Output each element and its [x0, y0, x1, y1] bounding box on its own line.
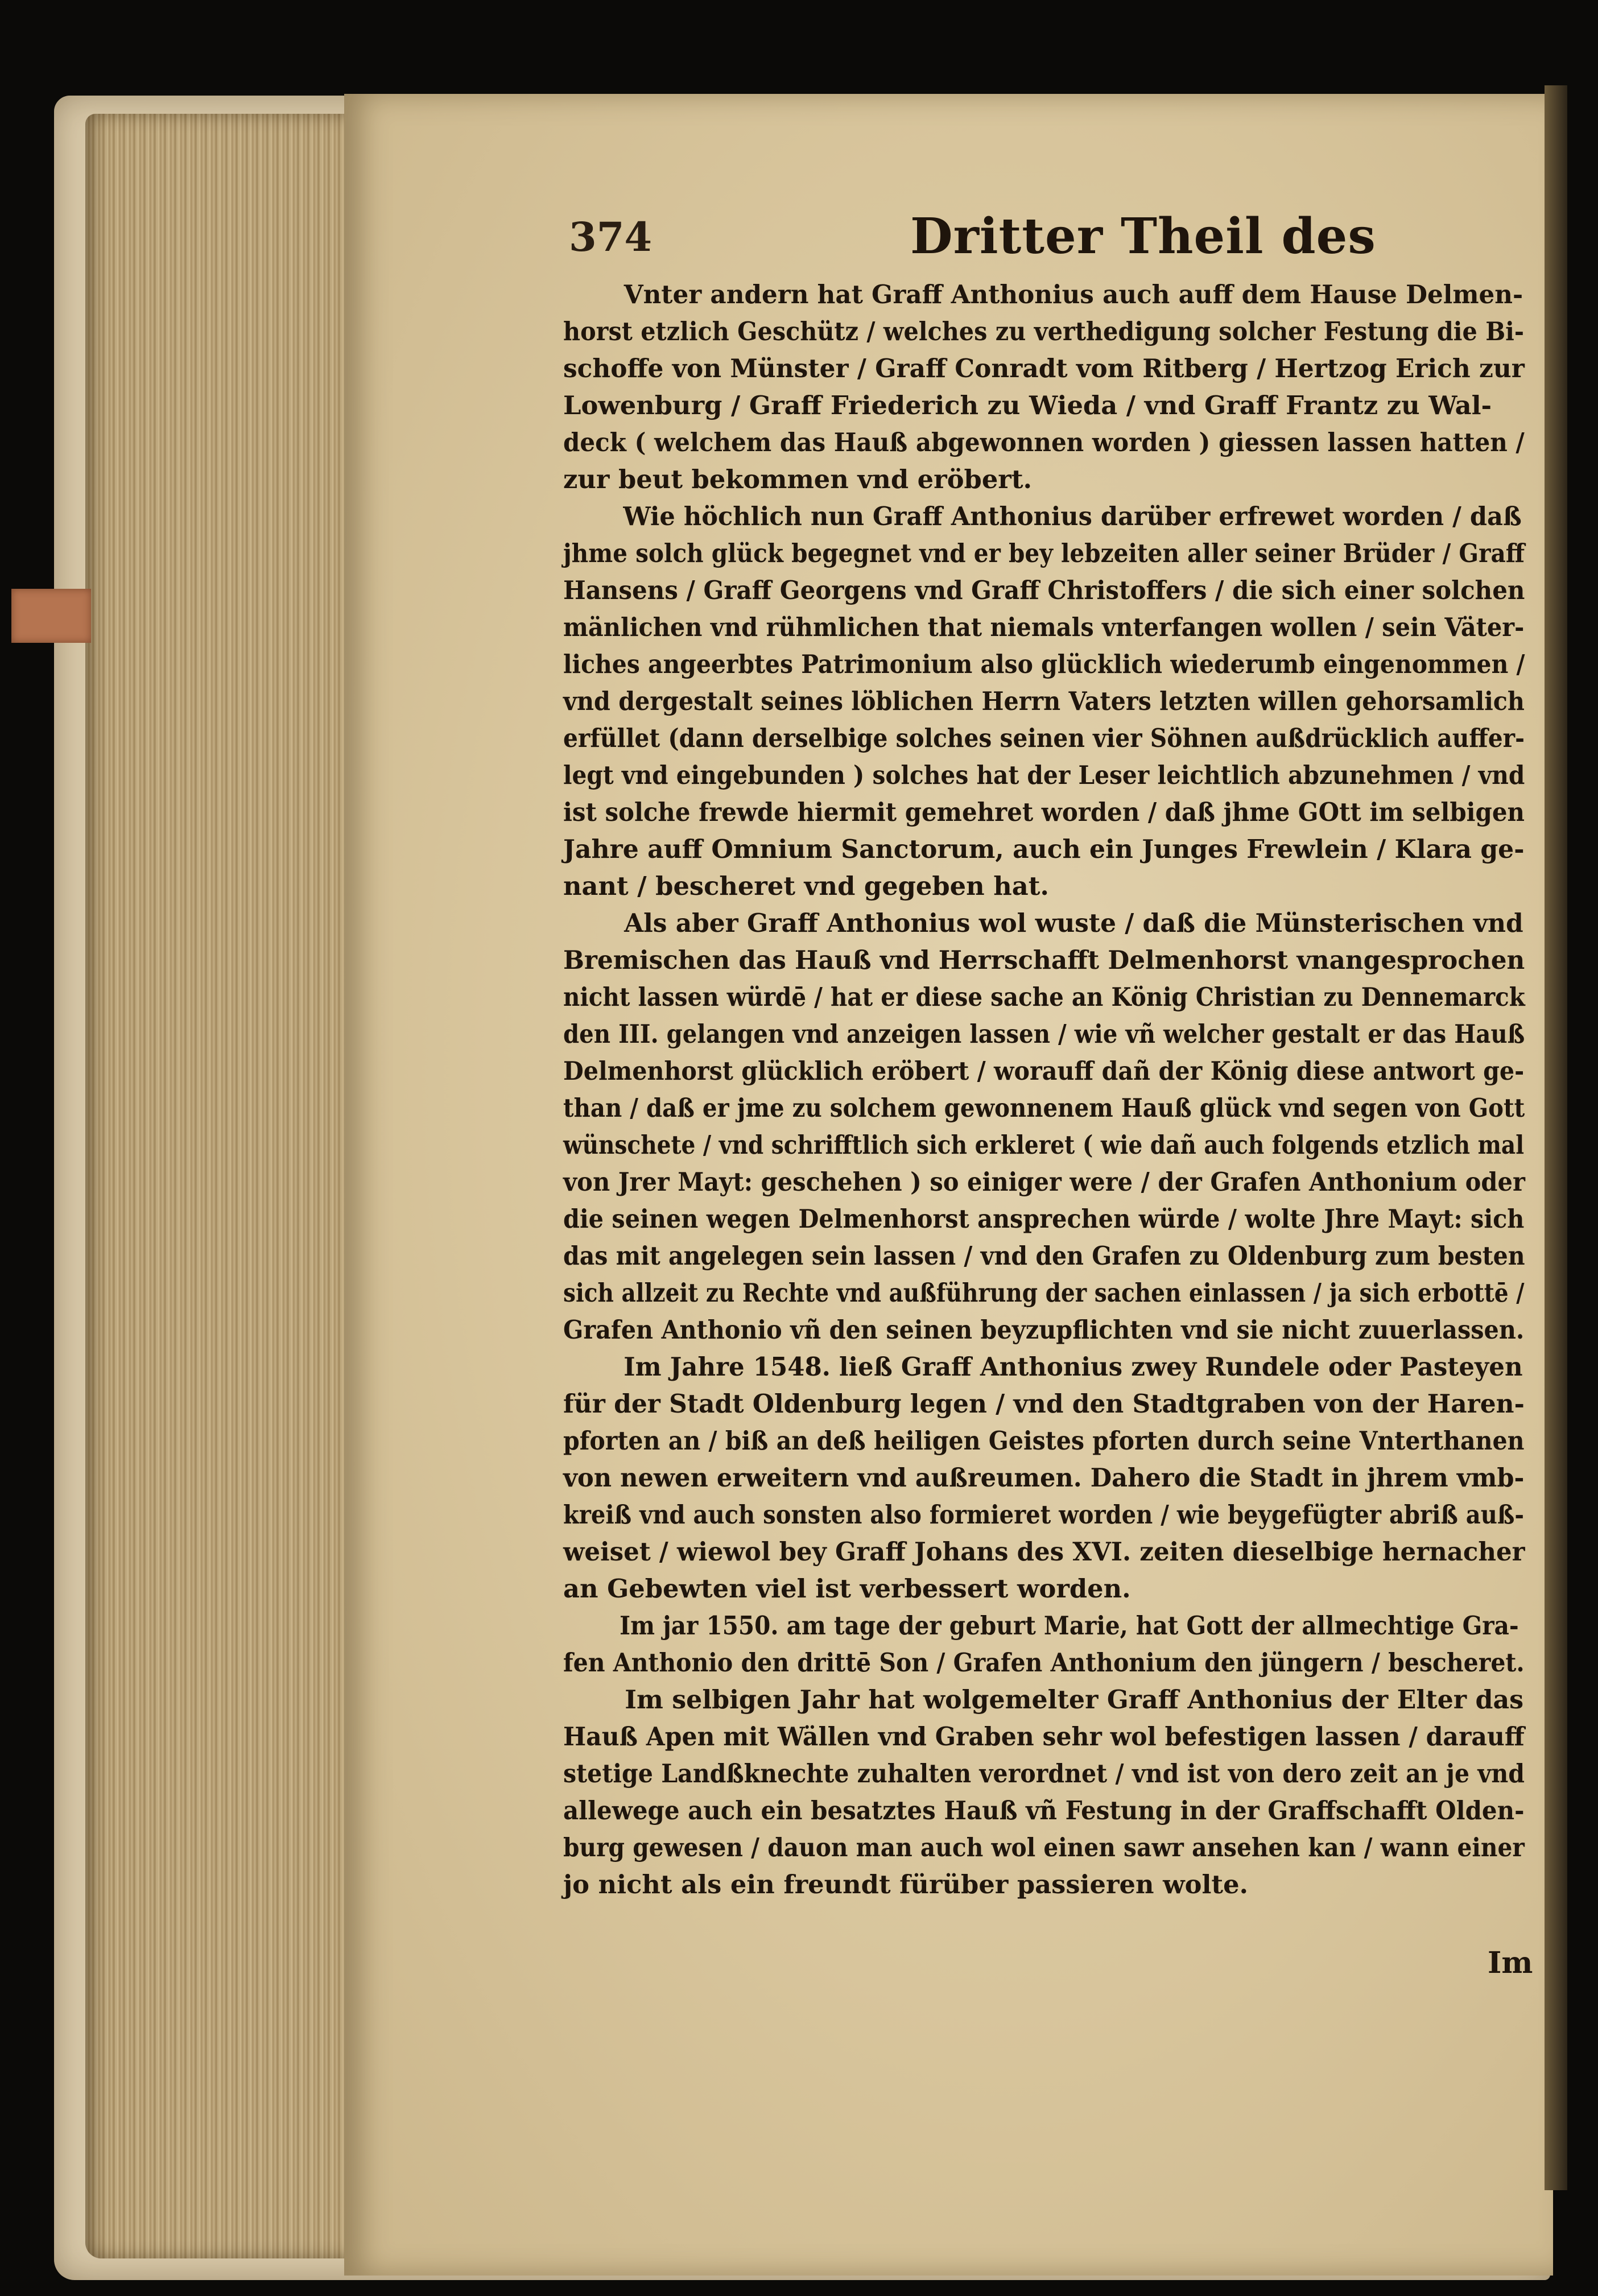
text-line: das mit angelegen sein lassen / vnd den Grafen zu Oldenburg zum besten — [563, 1241, 1525, 1271]
text-line: Grafen Anthonio vñ den seinen beyzupflichten vnd sie nicht zuuerlassen. — [563, 1315, 1525, 1345]
text-line: mänlichen vnd rühmlichen that niemals vnterfangen wollen / sein Väter- — [563, 612, 1525, 642]
text-line: Hansens / Graff Georgens vnd Graff Christoffers / die sich einer solchen — [563, 575, 1525, 605]
text-line: than / daß er jme zu solchem gewonnenem Hauß glück vnd segen von Gott — [563, 1093, 1525, 1123]
catchword: Im — [1488, 1946, 1533, 1980]
text-line: Delmenhorst glücklich eröbert / worauff dañ der König diese antwort ge- — [563, 1056, 1525, 1086]
text-line: deck ( welchem das Hauß abgewonnen worden ) giessen lassen hatten / — [563, 427, 1525, 457]
text-line: weiset / wiewol bey Graff Johans des XVI. zeiten dieselbige hernacher — [563, 1537, 1525, 1567]
text-line: ist solche frewde hiermit gemehret worden / daß jhme GOtt im selbigen — [563, 797, 1525, 827]
text-line: jo nicht als ein freundt fürüber passieren wolte. — [563, 1869, 1249, 1899]
text-line: jhme solch glück begegnet vnd er bey lebzeiten aller seiner Brüder / Graff — [563, 538, 1525, 568]
page-gutter-shadow — [1545, 85, 1567, 2190]
text-line: Lowenburg / Graff Friederich zu Wieda / vnd Graff Frantz zu Wal- — [563, 390, 1492, 420]
running-head — [569, 208, 1422, 276]
text-line: horst etzlich Geschütz / welches zu verthedigung solcher Festung die Bi- — [563, 316, 1525, 346]
text-line: sich allzeit zu Rechte vnd außführung der sachen einlassen / ja sich erbottē / — [563, 1278, 1525, 1308]
text-line: stetige Landßknechte zuhalten verordnet / vnd ist von dero zeit an je vnd — [563, 1758, 1525, 1789]
text-line: Wie höchlich nun Graff Anthonius darüber erfrewet worden / daß — [623, 501, 1522, 531]
text-line: schoffe von Münster / Graff Conradt vom Ritberg / Hertzog Erich zur — [563, 353, 1525, 383]
text-line: Im selbigen Jahr hat wolgemelter Graff Anthonius der Elter das — [625, 1684, 1524, 1715]
text-line: von Jrer Mayt: geschehen ) so einiger were / der Grafen Anthonium oder — [563, 1167, 1525, 1197]
text-line: burg gewesen / dauon man auch wol einen sawr ansehen kan / wann einer — [563, 1832, 1525, 1863]
text-line: Bremischen das Hauß vnd Herrschafft Delmenhorst vnangesprochen — [563, 945, 1525, 975]
text-line: Im jar 1550. am tage der geburt Marie, hat Gott der allmechtige Gra- — [620, 1610, 1519, 1641]
text-line: für der Stadt Oldenburg legen / vnd den Stadtgraben von der Haren- — [563, 1389, 1525, 1419]
text-line: Hauß Apen mit Wällen vnd Graben sehr wol befestigen lassen / darauff — [563, 1721, 1525, 1752]
body-text — [563, 276, 1530, 1903]
page-edges — [85, 114, 353, 2258]
text-line: nicht lassen würdē / hat er diese sache an König Christian zu Dennemarck — [563, 982, 1525, 1012]
text-line: die seinen wegen Delmenhorst ansprechen würde / wolte Jhre Mayt: sich — [563, 1204, 1525, 1234]
text-line: fen Anthonio den drittē Son / Grafen Anthonium den jüngern / bescheret. — [563, 1647, 1525, 1678]
text-line: kreiß vnd auch sonsten also formieret worden / wie beygefügter abriß auß- — [563, 1500, 1525, 1530]
text-line: legt vnd eingebunden ) solches hat der Leser leichtlich abzunehmen / vnd — [563, 760, 1525, 790]
text-line: Jahre auff Omnium Sanctorum, auch ein Junges Frewlein / Klara ge- — [563, 834, 1525, 864]
text-line: den III. gelangen vnd anzeigen lassen / wie vñ welcher gestalt er das Hauß — [563, 1019, 1525, 1049]
page-number: 374 — [569, 213, 653, 261]
text-line: von newen erweitern vnd außreumen. Dahero die Stadt in jhrem vmb- — [563, 1463, 1525, 1493]
text-line: an Gebewten viel ist verbessert worden. — [563, 1574, 1131, 1604]
text-line: wünschete / vnd schrifftlich sich erkleret ( wie dañ auch folgends etzlich mal — [563, 1130, 1525, 1160]
text-line: zur beut bekommen vnd eröbert. — [563, 464, 1033, 494]
text-line: Vnter andern hat Graff Anthonius auch auff dem Hause Delmen- — [623, 279, 1523, 309]
text-line: Im Jahre 1548. ließ Graff Anthonius zwey Rundele oder Pasteyen — [623, 1352, 1523, 1382]
page-header-title: Dritter Theil des — [910, 208, 1376, 265]
text-line: pforten an / biß an deß heiligen Geistes pforten durch seine Vnterthanen — [563, 1426, 1525, 1456]
text-line: erfüllet (dann derselbige solches seinen vier Söhnen außdrücklich auffer- — [563, 723, 1525, 753]
text-line: allewege auch ein besatztes Hauß vñ Festung in der Graffschafft Olden- — [563, 1795, 1525, 1826]
bookmark-ribbon — [11, 589, 91, 643]
text-line: liches angeerbtes Patrimonium also glücklich wiederumb eingenommen / — [563, 649, 1525, 679]
text-line: vnd dergestalt seines löblichen Herrn Vaters letzten willen gehorsamlich — [563, 686, 1525, 716]
text-line: Als aber Graff Anthonius wol wuste / daß die Münsterischen vnd — [624, 908, 1523, 938]
text-line: nant / bescheret vnd gegeben hat. — [563, 871, 1049, 901]
